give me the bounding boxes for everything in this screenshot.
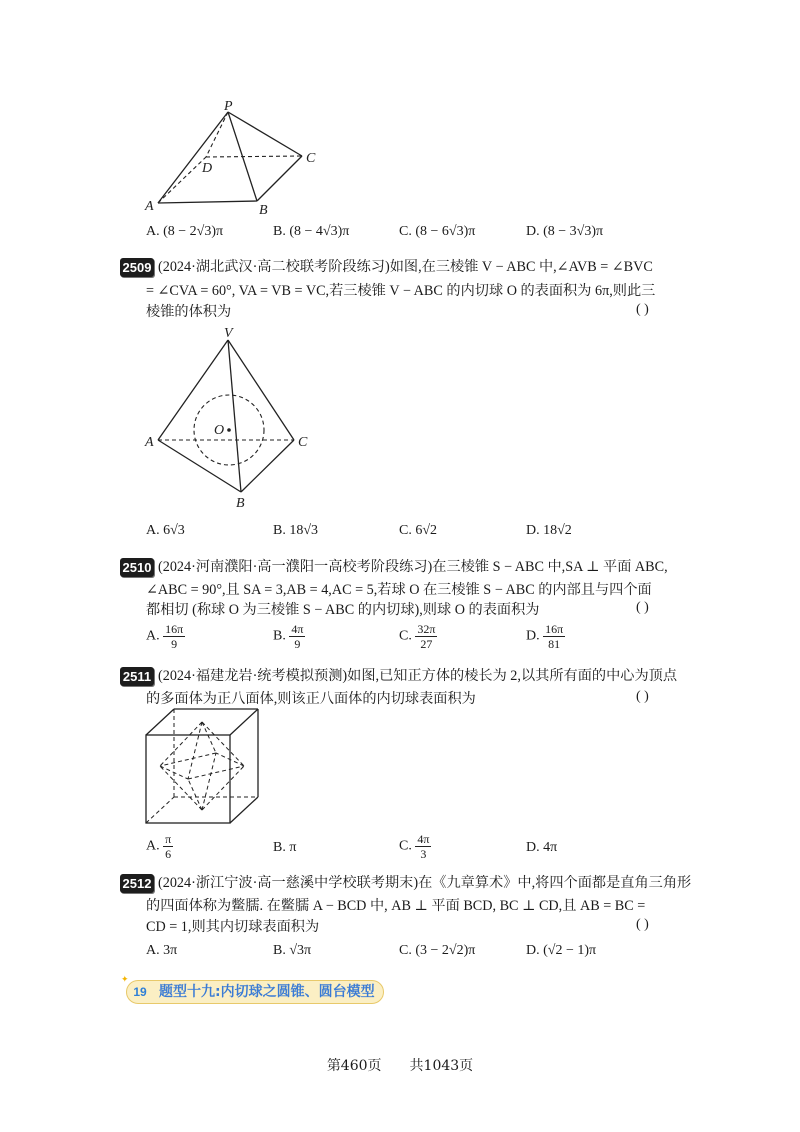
question-number-2512: 2512 bbox=[120, 874, 154, 893]
q2509-answer-blank[interactable]: ( ) bbox=[636, 302, 649, 317]
option-d[interactable] bbox=[526, 622, 565, 651]
option-c-fraction bbox=[415, 622, 437, 651]
q2510-answer-blank[interactable]: ( ) bbox=[636, 600, 649, 615]
label-c: C bbox=[306, 151, 316, 166]
label-a: A bbox=[145, 199, 154, 214]
sparkle-icon: ✦ bbox=[121, 975, 129, 985]
q2512-text-line3: CD = 1,则其内切球表面积为 bbox=[146, 919, 320, 935]
options-row-2510 bbox=[146, 622, 666, 656]
label-a: A bbox=[145, 435, 154, 450]
section-title: 题型十九:内切球之圆锥、圆台模型 bbox=[159, 984, 375, 1000]
question-number-2510: 2510 bbox=[120, 558, 154, 577]
option-a-fraction bbox=[163, 832, 173, 861]
option-a[interactable]: A. (8 − 2√3)π bbox=[146, 224, 224, 239]
option-a-prefix: A. bbox=[146, 838, 160, 854]
denominator: 9 bbox=[171, 637, 178, 651]
figure-tetrahedron-vabc bbox=[140, 322, 320, 512]
option-a[interactable] bbox=[146, 832, 173, 861]
option-a-prefix: A. bbox=[146, 628, 160, 644]
option-b[interactable]: B. (8 − 4√3)π bbox=[273, 224, 350, 239]
q2510-text-line1: (2024·河南濮阳·高一濮阳一高校考阶段练习)在三棱锥 S − ABC 中,SA ⊥ 平面 ABC, bbox=[158, 559, 668, 575]
denominator: 27 bbox=[420, 637, 433, 651]
denominator: 9 bbox=[294, 637, 301, 651]
option-d-prefix: D. bbox=[526, 628, 540, 644]
denominator: 81 bbox=[548, 637, 561, 651]
option-d[interactable]: D. (√2 − 1)π bbox=[526, 943, 597, 958]
option-d-fraction bbox=[543, 622, 565, 651]
q2509-text-line3: 棱锥的体积为 bbox=[146, 304, 232, 320]
option-a[interactable] bbox=[146, 622, 185, 651]
q2511-answer-blank[interactable]: ( ) bbox=[636, 689, 649, 704]
option-c-fraction bbox=[415, 832, 431, 861]
options-row-2509 bbox=[146, 523, 666, 545]
numerator: π bbox=[165, 832, 172, 846]
option-b[interactable]: B. 18√3 bbox=[273, 523, 319, 538]
label-d: D bbox=[202, 161, 213, 176]
option-a-fraction bbox=[163, 622, 185, 651]
denominator: 3 bbox=[420, 847, 427, 861]
denominator: 6 bbox=[165, 847, 172, 861]
numerator: 4π bbox=[417, 832, 430, 846]
q2512-text-line1: (2024·浙江宁波·高一慈溪中学校联考期末)在《九章算术》中,将四个面都是直角三角形 bbox=[158, 875, 692, 891]
section-banner bbox=[121, 975, 384, 1004]
options-row-2511 bbox=[146, 832, 666, 866]
q2510-text-line3: 都相切 (称球 O 为三棱锥 S − ABC 的内切球),则球 O 的表面积为 bbox=[146, 602, 540, 618]
numerator: 16π bbox=[545, 622, 564, 636]
label-b: B bbox=[259, 203, 268, 218]
option-c[interactable]: C. 6√2 bbox=[399, 523, 438, 538]
option-a[interactable]: A. 3π bbox=[146, 943, 178, 958]
figure-pyramid-pabcd bbox=[140, 100, 320, 218]
numerator: 32π bbox=[417, 622, 436, 636]
options-row-2512 bbox=[146, 943, 666, 965]
option-c-prefix: C. bbox=[399, 628, 412, 644]
question-number-2511: 2511 bbox=[120, 667, 154, 686]
question-number-2509: 2509 bbox=[120, 258, 154, 277]
q2512-text-line2: 的四面体称为鳖臑. 在鳖臑 A − BCD 中, AB ⊥ 平面 BCD, BC ⊥ CD,且 AB = BC = bbox=[146, 898, 646, 914]
option-c[interactable] bbox=[399, 622, 437, 651]
figure-cube-octahedron bbox=[140, 705, 270, 830]
option-c-prefix: C. bbox=[399, 838, 412, 854]
label-b: B bbox=[236, 496, 245, 511]
option-d[interactable]: D. 18√2 bbox=[526, 523, 572, 538]
options-row-top bbox=[146, 224, 666, 246]
q2512-answer-blank[interactable]: ( ) bbox=[636, 917, 649, 932]
q2509-text-line1: (2024·湖北武汉·高二校联考阶段练习)如图,在三棱锥 V − ABC 中,∠AVB = ∠BVC bbox=[158, 259, 653, 275]
option-b-prefix: B. bbox=[273, 628, 286, 644]
numerator: 4π bbox=[291, 622, 304, 636]
q2511-text-line2: 的多面体为正八面体,则该正八面体的内切球表面积为 bbox=[146, 691, 476, 707]
option-b[interactable] bbox=[273, 622, 305, 651]
numerator: 16π bbox=[165, 622, 184, 636]
label-p: P bbox=[224, 100, 233, 114]
q2510-text-line2: ∠ABC = 90°,且 SA = 3,AB = 4,AC = 5,若球 O 在三棱锥 S − ABC 的内部且与四个面 bbox=[146, 582, 652, 598]
option-b[interactable]: B. √3π bbox=[273, 943, 312, 958]
option-a[interactable]: A. 6√3 bbox=[146, 523, 185, 538]
option-b-fraction bbox=[289, 622, 305, 651]
section-number: 19 bbox=[133, 985, 147, 999]
option-b[interactable]: B. π bbox=[273, 840, 297, 855]
option-c[interactable]: C. (8 − 6√3)π bbox=[399, 224, 476, 239]
option-d[interactable]: D. (8 − 3√3)π bbox=[526, 224, 604, 239]
label-v: V bbox=[224, 326, 233, 341]
q2509-text-line2: = ∠CVA = 60°, VA = VB = VC,若三棱锥 V − ABC 的内切球 O 的表面积为 6π,则此三 bbox=[146, 283, 656, 299]
label-c: C bbox=[298, 435, 308, 450]
page-footer: 第460页 共1043页 bbox=[326, 1058, 474, 1074]
label-o: O bbox=[214, 423, 225, 438]
q2511-text-line1: (2024·福建龙岩·统考模拟预测)如图,已知正方体的棱长为 2,以其所有面的中心为顶点 bbox=[158, 668, 678, 684]
option-c[interactable]: C. (3 − 2√2)π bbox=[399, 943, 476, 958]
option-c[interactable] bbox=[399, 832, 431, 861]
option-d[interactable]: D. 4π bbox=[526, 840, 558, 855]
